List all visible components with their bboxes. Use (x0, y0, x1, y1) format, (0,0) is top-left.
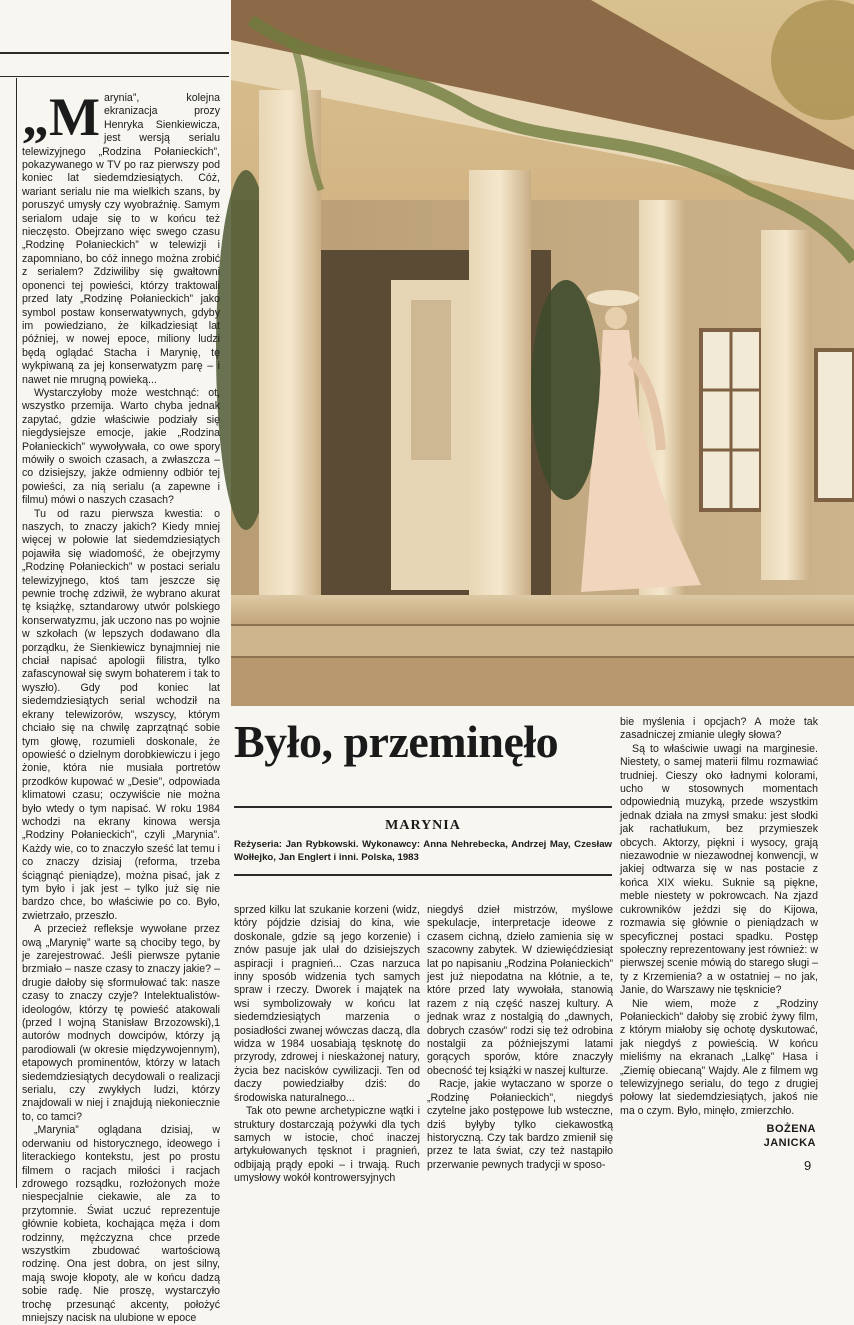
paragraph (22, 87, 220, 387)
paragraph: Nie wiem, może z „Rodziny Połanieckich” dałoby się zrobić żywy film, z którym miałoby się ochotę dyskutować, jak niegdyś z powieścią. W końcu mieliśmy na ekranach „Lalkę” Hasa i „Ziemię obiecaną” Wajdy. Ale z filmem wg telewizyjnego serialu, do tego z drugiej połowy lat siedemdziesiątych, jakoś nie ma o czym. Było, minęło, zmierzchło. (620, 997, 818, 1117)
paragraph-text: arynia”, kolejna ekranizacja prozy Henryka Sienkiewicza, jest wersją serialu telewizyjnego „Rodzina Połanieckich”, pokazywanego w TV po raz pierwszy pod koniec lat siedemdziesiątych. Cóż, wariant serialu nie ma wielkich szans, by poruszyć umysły czy wyobraźnię. Samym serialom udaje się to w końcu też nieczęsto. Obejrzano więc swego czasu „Rodzinę Połanieckich” w telewizji i zapomniano, bo cóż innego można zrobić z serialem? Zdziwiliby się gwałtowni oponenci tej powieści, którzy traktowali przed laty „Rodzinę Połanieckich” jako symbol postaw konserwatywnych, gdyby im powiedziano, że kilkadziesiąt lat później, w nowej epoce, miliony ludzi będą oglądać Stacha i Marynię, tę wykpiwaną za jej konserwatyzm parę – i nawet nie mrugną powieką... (22, 92, 220, 386)
headline-rule (234, 806, 612, 808)
article-column-4 (620, 716, 818, 1118)
film-credits: Reżyseria: Jan Rybkowski. Wykonawcy: Anna Nehrebecka, Andrzej May, Czesław Wołłejko, Jan Englert i inni. Polska, 1983 (234, 839, 612, 863)
left-column-rule (16, 78, 17, 1188)
article-headline: Było, przeminęło (234, 716, 559, 767)
author-last-name: JANICKA (763, 1137, 816, 1149)
paragraph: Są to właściwie uwagi na marginesie. Niestety, o samej materii filmu rozmawiać trudniej. Cieszy oko ładnymi kolorami, ucho w stosownych momentach odpowiednią muzyką, przede wszystkim jednak działa na zmysł smaku: jest słodki jak rachatłukum, bez przymieszek obcych. Aktorzy, piękni i wysocy, grają niezawodnie w niezawodnej konwencji, w jakiej odtwarza się w nas postacie z końca XIX wieku. Suknie są piękne, meble niestety w pokrowcach. Na zjazd cukrowników jeździ się do Kijowa, rozmawia się głównie o pieniądzach w specyficznej postaci spadku. Postęp społeczny reprezentowany jest również: w pierwszej scenie mówią do starego sługi – ty z Krzemienia? a w ostatniej – no jak, Janie, do Warszawy nie tęsknicie? (620, 742, 818, 997)
paragraph: Tu od razu pierwsza kwestia: o naszych, to znaczy jakich? Kiedy mniej więcej w połowie lat siedemdziesiątych pojawiła się wiadomość, że obejrzymy „Rodzinę Połanieckich” w postaci serialu telewizyjnego, ktoś tam jeszcze się pewnie trochę zdziwił, że wybrano akurat tę książkę, sztandarowy utwór polskiego konserwatyzmu, jak uczono nas po wojnie w szkołach (w lepszych dodawano dla porządku, że Sienkiewicz bynajmniej nie chciał napisać apologii filistra, tylko zafascynował się swym bohaterem i tak to wyszło). Gdy pod koniec lat siedemdziesiątych serial wchodził na ekrany telewizorów, wszyscy, którym chciało się na chwilę zaprzątnąć sobie tym głowę, rozumieli doskonale, że opowieść o dzielnym dorobkiewiczu i jego żonie, która nie musiała portretów przodków kupować w „Desie”, odpowiada klimatowi czasu; oczywiście nie można było wtedy o tym napisać. W roku 1984 wchodzi na ekrany kinowa wersja „Rodziny Połanieckich”, czyli „Marynia”. Każdy wie, co to znaczyło sześć lat temu i co znaczy dzisiaj (reforma, trzeba ściągnąć pieniądze), można pisać, jak z tym było i jak jest – tylko już się nie bardzo chce, bo właściwie po co. Było, zwietrzało, przeszło. (22, 507, 220, 922)
top-rule-2 (0, 76, 229, 77)
paragraph: „Marynia” oglądana dzisiaj, w oderwaniu od historycznego, ideowego i literackiego kontekstu, jest po prostu filmem o racjach miłości i racjach zdrowego rozsądku, rozłożonych może niespecjalnie ciekawie, ale za to przytomnie. Świat uczuć reprezentuje głównie kobieta, kochająca męża i dom rodzinny, mężczyzna chce przede wszystkim zbudować wartościową rodzinę. Ona jest dobra, on jest silny, mają swoje kłopoty, ale w końcu dadzą sobie radę. Nie proszę, wystarczyło trochę przesunąć akcenty, położyć mniejszy nacisk na ulubione w epoce (22, 1124, 220, 1324)
author-signature (720, 1122, 816, 1150)
film-title: MARYNIA (385, 818, 461, 833)
author-first-name: BOŻENA (766, 1123, 816, 1135)
paragraph: niegdyś dzieł mistrzów, myślowe spekulacje, interpretacje ideowe z czasem cichną, dzieło zamienia się w szacowny zabytek. W dziewięćdziesiąt lat po napisaniu „Rodzina Połanieckich” jest już niepodatna na kłótnie, a te, które przed laty wywołała, stanowią razem z nią część naszej kultury. A jednak wraz z nostalgią do „dawnych, dobrych czasów” rodzi się też odrobina nostalgii za późniejszymi latami gorących sporów, które znaczyły obecność tej książki w naszej kulturze. (427, 904, 613, 1077)
top-rule (0, 52, 229, 54)
porch-photo (231, 0, 854, 706)
paragraph: Racje, jakie wytaczano w sporze o „Rodzinę Połanieckich”, niegdyś czytelne jako postępowe lub wsteczne, dziś byłyby tylko ciekawostką historyczną. Czy tak bardzo zmienił się przez te lata świat, czy też nastąpiło przerwanie pewnych tradycji w sposo- (427, 1078, 613, 1171)
article-column-1 (22, 87, 220, 1324)
paragraph: sprzed kilku lat szukanie korzeni (widz, który pójdzie dzisiaj do kina, wie doskonale, gdzie są jego korzenie) i znów pasuje jak ulał do dzisiejszych aspiracji i pragnień... Czas narzuca inny sposób widzenia tych samych spraw i rzeczy. Dworek i majątek na wsi symbolizowały w końcu lat siedemdziesiątych marzenia o posiadłości zwanej wówczas daczą, dla widza w 1984 uosabiają tęsknotę do przyrody, zdrowej i nieskażonej natury, życia bez nacisków cywilizacji. Ten od daczy powiedziałby dziś: do środowiska naturalnego... (234, 904, 420, 1104)
paragraph: Tak oto pewne archetypiczne wątki i struktury dostarczają pożywki dla tych samych w istocie, choć inaczej artykułowanych tęsknot i pragnień, odbijają prądy epoki – i trwają. Ruch umysłowy wokół kontrowersyjnych (234, 1105, 420, 1185)
paragraph: Wystarczyłoby może westchnąć: ot, wszystko przemija. Warto chyba jednak zapytać, gdzie właściwie podziały się niegdysiejsze emocje, jakie „Rodzina Połanieckich” wywoływała, co owe spory mówiły o swoich czasach, a zwłaszcza – co dzisiejszy, jakże odmienny odbiór tej powieści, za nią serialu (a zapewne i filmu) mówi o naszych czasach? (22, 386, 220, 507)
article-column-2 (234, 904, 420, 1185)
page-number: 9 (804, 1158, 812, 1173)
paragraph: A przecież refleksje wywołane przez ową „Marynię” warte są chociby tego, by je zarejestrować. Jeśli pierwsze pytanie brzmiało – nasze czasy to znaczy jakie? – drugie dałoby się sformułować tak: nasze czasy to znaczy czyje? Intelektualistów-ideologów, którzy tę powieść atakowali (przed I wojną Stanisław Brzozowski),1 autorów modnych dowcipów, którzy ją parodiowali (w okresie międzywojennym), etapowych prominentów, którzy w latach siedemdziesiątych decydowali o realizacji serialu, czy zwykłych ludzi, którzy znajdowali w niej i znajdują niekoniecznie to, co tamci? (22, 923, 220, 1123)
house-porch-illustration (231, 0, 854, 706)
drop-cap: „M (22, 87, 100, 147)
credits-rule (234, 874, 612, 876)
paragraph: bie myślenia i opcjach? A może tak zasadniczej zmianie uległy słowa? (620, 716, 818, 742)
article-column-3 (427, 904, 613, 1171)
